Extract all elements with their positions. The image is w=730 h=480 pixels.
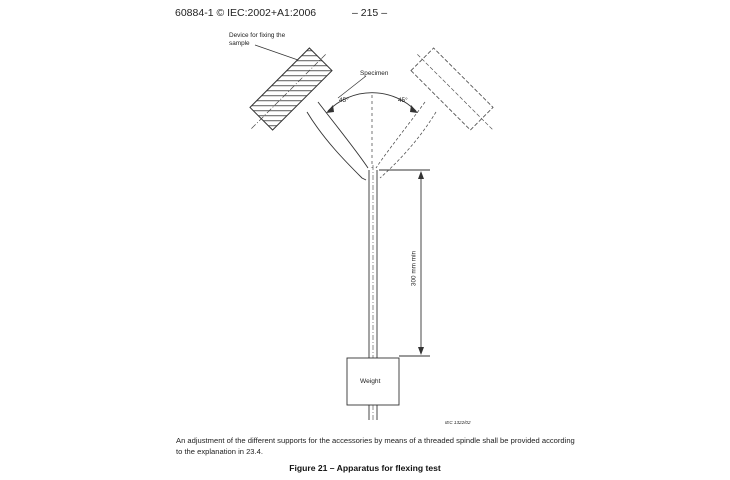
arc-arrow-right bbox=[410, 105, 418, 113]
standard-reference: 60884-1 © IEC:2002+A1:2006 bbox=[175, 7, 317, 19]
angle-left-label: 45° bbox=[339, 97, 349, 104]
figure-title: Figure 21 – Apparatus for flexing test bbox=[289, 463, 441, 473]
page-number: – 215 – bbox=[352, 7, 388, 19]
length-label: 300 mm min bbox=[410, 250, 418, 287]
specimen-label: Specimen bbox=[360, 70, 389, 77]
arc-arrow-left bbox=[326, 105, 334, 113]
figure-reference: IEC 1322/02 bbox=[445, 420, 471, 425]
angle-right-label: 45° bbox=[398, 97, 408, 104]
leader-specimen bbox=[338, 76, 366, 98]
weight-label: Weight bbox=[360, 378, 381, 385]
fixing-device-label: Device for fixing the sample bbox=[229, 32, 286, 47]
specimen-left bbox=[307, 102, 368, 180]
length-dimension bbox=[379, 170, 430, 356]
specimen-right bbox=[376, 102, 436, 178]
leader-device bbox=[255, 45, 298, 60]
figure-note: An adjustment of the different supports for the accessories by means of a threaded spindle shall be provided according to the explanation in 23.4. bbox=[176, 436, 575, 456]
fixing-device-left bbox=[239, 43, 337, 141]
fixing-device-right bbox=[406, 43, 504, 141]
